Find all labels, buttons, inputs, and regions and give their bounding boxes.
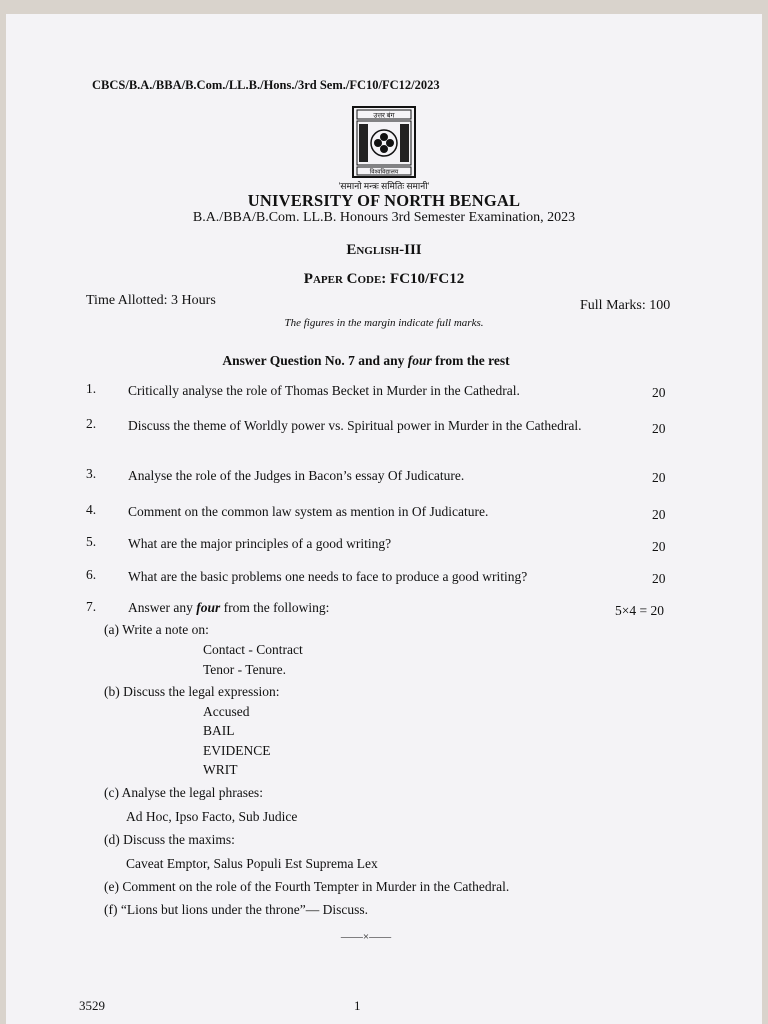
paper-code: Paper Code: FC10/FC12 <box>303 271 465 287</box>
figures-note: The figures in the margin indicate full marks. <box>284 317 484 329</box>
question-text: Comment on the common law system as mention in Of Judicature. <box>128 504 489 519</box>
question-marks: 20 <box>652 470 666 485</box>
course-code: CBCS/B.A./BBA/B.Com./LL.B./Hons./3rd Sem./FC10/FC12/2023 <box>92 78 440 92</box>
maxims: Caveat Emptor, Salus Populi Est Suprema Lex <box>126 856 378 871</box>
question-marks: 20 <box>652 507 666 522</box>
exam-title: B.A./BBA/B.Com. LL.B. Honours 3rd Semester Examination, 2023 <box>192 210 576 225</box>
subject-title: English-III <box>346 242 422 258</box>
paper-number: 3529 <box>79 998 105 1013</box>
question-text: Analyse the role of the Judges in Bacon’s essay Of Judicature. <box>128 468 465 483</box>
subquestion-c: (c) Analyse the legal phrases: <box>104 785 263 800</box>
subquestion-f: (f) “Lions but lions under the throne”— Discuss. <box>104 902 368 917</box>
question-marks: 5×4 = 20 <box>615 603 664 618</box>
time-allotted: Time Allotted: 3 Hours <box>86 293 216 308</box>
logo-bottom-text: विश्वविद्यालय <box>369 169 399 176</box>
motto: 'समानो मन्त्रः समितिः समानी' <box>338 181 430 191</box>
subquestion-d: (d) Discuss the maxims: <box>104 832 235 847</box>
question-number: 4. <box>86 502 97 517</box>
question-marks: 20 <box>652 571 666 586</box>
question-number: 7. <box>86 599 97 614</box>
term: WRIT <box>203 762 238 777</box>
subquestion-b: (b) Discuss the legal expression: <box>104 684 280 699</box>
term: Accused <box>203 704 250 719</box>
term: BAIL <box>203 723 235 738</box>
logo-top-text: उत्तर बंग <box>373 111 395 120</box>
question-text: Answer any four from the following: <box>128 600 330 615</box>
question-marks: 20 <box>652 421 666 436</box>
question-text: Critically analyse the role of Thomas Becket in Murder in the Cathedral. <box>128 383 520 398</box>
question-text: What are the basic problems one needs to face to produce a good writing? <box>128 569 528 584</box>
question-marks: 20 <box>652 539 666 554</box>
full-marks: Full Marks: 100 <box>580 298 671 313</box>
question-text: What are the major principles of a good writing? <box>128 536 392 551</box>
term: Tenor - Tenure. <box>203 662 286 677</box>
phrases: Ad Hoc, Ipso Facto, Sub Judice <box>126 809 298 824</box>
question-number: 1. <box>86 381 97 396</box>
exam-paper <box>6 14 762 1024</box>
term: EVIDENCE <box>203 743 271 758</box>
page-number: 1 <box>354 998 361 1013</box>
question-number: 3. <box>86 466 97 481</box>
end-mark: ——×—— <box>340 931 392 943</box>
term: Contact - Contract <box>203 642 303 657</box>
instruction: Answer Question No. 7 and any four from the rest <box>222 353 510 368</box>
subquestion-a: (a) Write a note on: <box>104 622 209 637</box>
university-name: UNIVERSITY OF NORTH BENGAL <box>247 191 521 210</box>
question-number: 6. <box>86 567 97 582</box>
subquestion-e: (e) Comment on the role of the Fourth Tempter in Murder in the Cathedral. <box>104 879 510 894</box>
question-number: 2. <box>86 416 97 431</box>
question-number: 5. <box>86 534 97 549</box>
question-marks: 20 <box>652 385 666 400</box>
university-logo <box>352 106 416 178</box>
question-text: Discuss the theme of Worldly power vs. Spiritual power in Murder in the Cathedral. <box>128 418 582 433</box>
